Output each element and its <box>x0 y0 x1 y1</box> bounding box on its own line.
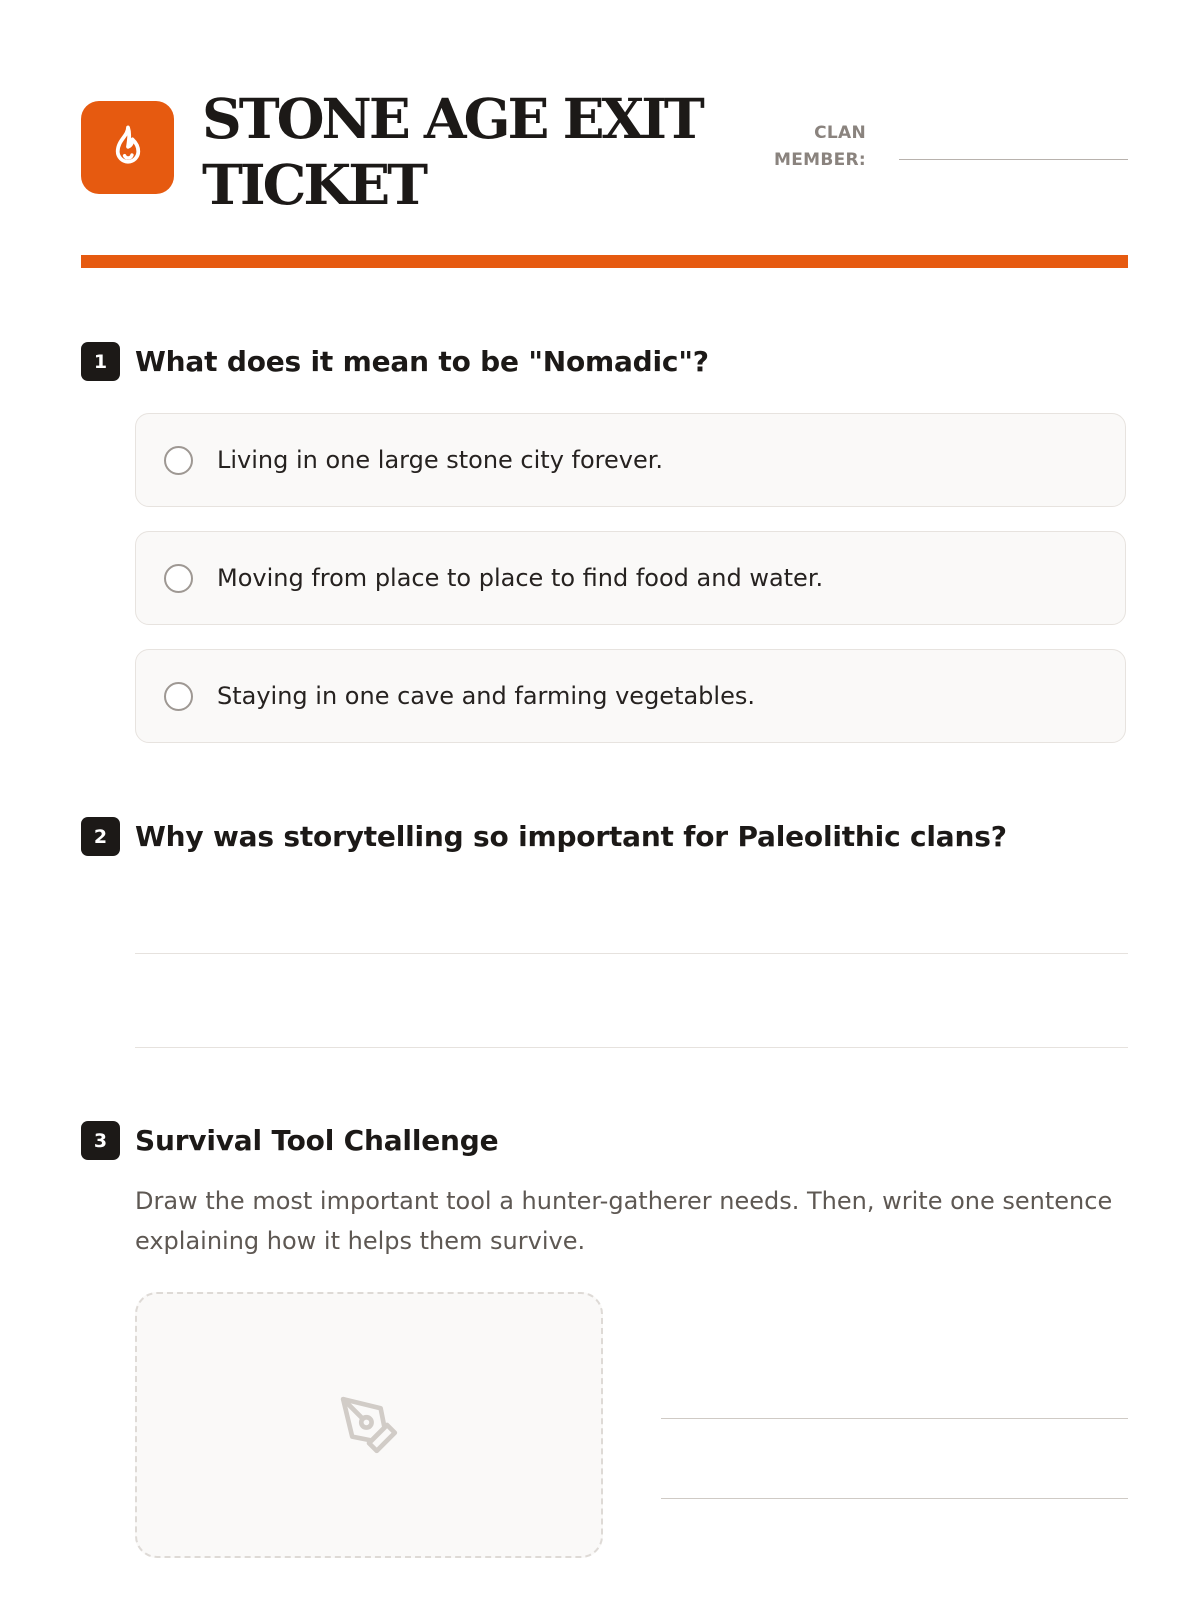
answer-option-3[interactable] <box>135 649 1126 743</box>
option-label: Staying in one cave and farming vegetables. <box>217 682 755 710</box>
logo <box>81 101 174 194</box>
radio-button[interactable] <box>164 446 193 475</box>
header <box>81 86 1128 216</box>
answer-line-1[interactable] <box>135 953 1128 954</box>
question-1-header <box>81 342 709 381</box>
answer-line-2[interactable] <box>135 1047 1128 1048</box>
radio-button[interactable] <box>164 682 193 711</box>
question-number-badge: 3 <box>81 1121 120 1160</box>
sentence-line-2[interactable] <box>661 1498 1128 1499</box>
question-number-badge: 1 <box>81 342 120 381</box>
flame-icon <box>107 124 149 172</box>
question-1-text: What does it mean to be "Nomadic"? <box>135 345 709 378</box>
clan-member-field[interactable] <box>899 159 1128 160</box>
sentence-line-1[interactable] <box>661 1418 1128 1419</box>
option-label: Moving from place to place to find food and water. <box>217 564 824 592</box>
question-2-text: Why was storytelling so important for Paleolithic clans? <box>135 820 1007 853</box>
page-title: STONE AGE EXIT TICKET <box>202 86 702 217</box>
question-number-badge: 2 <box>81 817 120 856</box>
radio-button[interactable] <box>164 564 193 593</box>
question-3-instructions: Draw the most important tool a hunter-gatherer needs. Then, write one sentence explaining how it helps them survive. <box>135 1187 1113 1255</box>
option-label: Living in one large stone city forever. <box>217 446 664 474</box>
question-3-text: Survival Tool Challenge <box>135 1124 499 1157</box>
pen-tool-icon <box>338 1394 400 1456</box>
clan-member-label: CLAN MEMBER: <box>773 123 866 170</box>
exit-ticket-page <box>81 0 1128 1600</box>
answer-option-1[interactable] <box>135 413 1126 507</box>
question-2-header <box>81 817 1007 856</box>
drawing-area[interactable] <box>135 1292 603 1558</box>
question-3-header <box>81 1121 498 1160</box>
header-divider <box>81 255 1128 268</box>
answer-option-2[interactable] <box>135 531 1126 625</box>
